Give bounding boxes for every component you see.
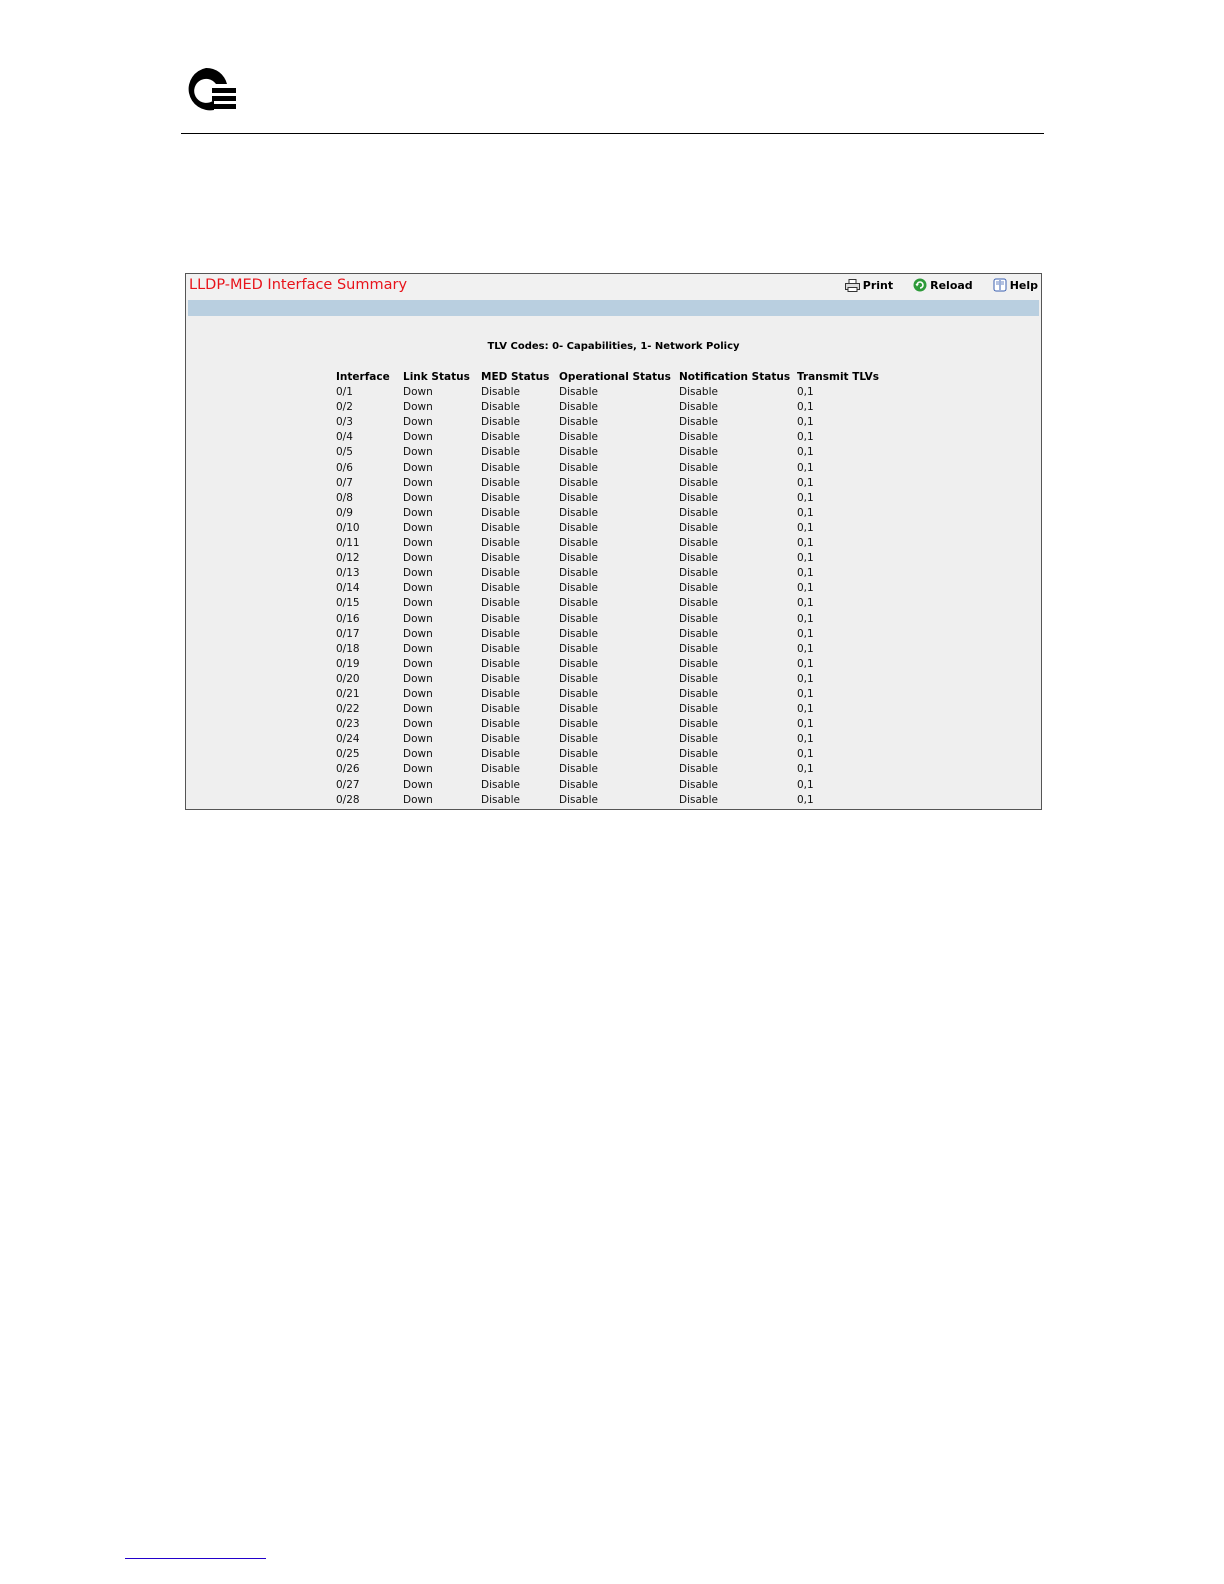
cell-operational-status: Disable — [559, 567, 598, 580]
cell-link-status: Down — [403, 657, 433, 670]
cell-notification-status: Disable — [679, 703, 718, 716]
cell-link-status: Down — [403, 552, 433, 565]
cell-med-status: Disable — [481, 627, 520, 640]
cell-med-status: Disable — [481, 763, 520, 776]
cell-operational-status: Disable — [559, 461, 598, 474]
cell-notification-status: Disable — [679, 748, 718, 761]
cell-transmit-tlvs: 0,1 — [797, 446, 814, 459]
print-label: Print — [862, 278, 894, 292]
table-header-row — [336, 370, 887, 385]
cell-notification-status: Disable — [679, 476, 718, 489]
cell-link-status: Down — [403, 476, 433, 489]
cell-transmit-tlvs: 0,1 — [797, 672, 814, 685]
cell-transmit-tlvs: 0,1 — [797, 506, 814, 519]
cell-operational-status: Disable — [559, 763, 598, 776]
cell-notification-status: Disable — [679, 793, 718, 806]
table-row — [336, 400, 887, 415]
cell-transmit-tlvs: 0,1 — [797, 642, 814, 655]
cell-operational-status: Disable — [559, 748, 598, 761]
table-row — [336, 506, 887, 521]
cell-operational-status: Disable — [559, 401, 598, 414]
cell-med-status: Disable — [481, 552, 520, 565]
interface-summary-table — [336, 370, 887, 808]
cell-transmit-tlvs: 0,1 — [797, 567, 814, 580]
cell-med-status: Disable — [481, 582, 520, 595]
cell-med-status: Disable — [481, 778, 520, 791]
table-row — [336, 566, 887, 581]
cell-link-status: Down — [403, 642, 433, 655]
cell-med-status: Disable — [481, 506, 520, 519]
cell-notification-status: Disable — [679, 657, 718, 670]
cell-transmit-tlvs: 0,1 — [797, 386, 814, 399]
cell-notification-status: Disable — [679, 612, 718, 625]
cell-transmit-tlvs: 0,1 — [797, 733, 814, 746]
cell-operational-status: Disable — [559, 733, 598, 746]
cell-med-status: Disable — [481, 386, 520, 399]
cell-operational-status: Disable — [559, 597, 598, 610]
cell-interface: 0/23 — [336, 718, 360, 731]
cell-notification-status: Disable — [679, 521, 718, 534]
header-rule — [181, 133, 1044, 134]
cell-operational-status: Disable — [559, 416, 598, 429]
reload-button[interactable] — [913, 278, 973, 292]
cell-link-status: Down — [403, 416, 433, 429]
cell-med-status: Disable — [481, 537, 520, 550]
table-row — [336, 627, 887, 642]
cell-interface: 0/4 — [336, 431, 353, 444]
cell-link-status: Down — [403, 748, 433, 761]
cell-notification-status: Disable — [679, 431, 718, 444]
cell-link-status: Down — [403, 718, 433, 731]
cell-link-status: Down — [403, 461, 433, 474]
col-notification-status: Notification Status — [679, 371, 791, 383]
cell-notification-status: Disable — [679, 597, 718, 610]
cell-notification-status: Disable — [679, 461, 718, 474]
table-row — [336, 687, 887, 702]
cell-med-status: Disable — [481, 476, 520, 489]
panel-header — [186, 274, 1041, 300]
table-row — [336, 762, 887, 777]
cell-link-status: Down — [403, 687, 433, 700]
help-book-icon — [993, 278, 1007, 292]
cell-link-status: Down — [403, 672, 433, 685]
cell-notification-status: Disable — [679, 778, 718, 791]
table-row — [336, 702, 887, 717]
cell-link-status: Down — [403, 703, 433, 716]
printer-icon — [845, 279, 860, 292]
toolbar — [825, 278, 1038, 292]
cell-link-status: Down — [403, 491, 433, 504]
cell-transmit-tlvs: 0,1 — [797, 748, 814, 761]
table-row — [336, 521, 887, 536]
col-link-status: Link Status — [403, 371, 470, 383]
cell-med-status: Disable — [481, 461, 520, 474]
table-row — [336, 612, 887, 627]
cell-notification-status: Disable — [679, 386, 718, 399]
cell-interface: 0/21 — [336, 687, 360, 700]
cell-operational-status: Disable — [559, 491, 598, 504]
cell-link-status: Down — [403, 506, 433, 519]
cell-operational-status: Disable — [559, 642, 598, 655]
cell-transmit-tlvs: 0,1 — [797, 582, 814, 595]
cell-notification-status: Disable — [679, 733, 718, 746]
table-row — [336, 793, 887, 808]
reload-label: Reload — [930, 278, 973, 292]
cell-notification-status: Disable — [679, 642, 718, 655]
cell-link-status: Down — [403, 597, 433, 610]
cell-notification-status: Disable — [679, 416, 718, 429]
cell-transmit-tlvs: 0,1 — [797, 612, 814, 625]
table-row — [336, 717, 887, 732]
cell-link-status: Down — [403, 793, 433, 806]
table-row — [336, 551, 887, 566]
cell-interface: 0/16 — [336, 612, 360, 625]
cell-med-status: Disable — [481, 642, 520, 655]
col-interface: Interface — [336, 371, 390, 383]
cell-notification-status: Disable — [679, 401, 718, 414]
cell-interface: 0/18 — [336, 642, 360, 655]
cell-med-status: Disable — [481, 703, 520, 716]
cell-operational-status: Disable — [559, 672, 598, 685]
cell-transmit-tlvs: 0,1 — [797, 718, 814, 731]
cell-notification-status: Disable — [679, 506, 718, 519]
cell-transmit-tlvs: 0,1 — [797, 537, 814, 550]
cell-interface: 0/2 — [336, 401, 353, 414]
cell-interface: 0/6 — [336, 461, 353, 474]
cell-interface: 0/3 — [336, 416, 353, 429]
cell-transmit-tlvs: 0,1 — [797, 657, 814, 670]
cell-notification-status: Disable — [679, 672, 718, 685]
cell-notification-status: Disable — [679, 687, 718, 700]
cell-interface: 0/15 — [336, 597, 360, 610]
cell-notification-status: Disable — [679, 491, 718, 504]
cell-interface: 0/19 — [336, 657, 360, 670]
cell-notification-status: Disable — [679, 537, 718, 550]
table-row — [336, 385, 887, 400]
cell-transmit-tlvs: 0,1 — [797, 491, 814, 504]
cell-link-status: Down — [403, 733, 433, 746]
cell-interface: 0/10 — [336, 521, 360, 534]
cell-operational-status: Disable — [559, 552, 598, 565]
cell-interface: 0/20 — [336, 672, 360, 685]
cell-operational-status: Disable — [559, 793, 598, 806]
cell-link-status: Down — [403, 763, 433, 776]
cell-link-status: Down — [403, 567, 433, 580]
col-transmit-tlvs: Transmit TLVs — [797, 371, 879, 383]
page-title: LLDP-MED Interface Summary — [189, 277, 408, 293]
table-row — [336, 445, 887, 460]
cell-med-status: Disable — [481, 748, 520, 761]
col-operational-status: Operational Status — [559, 371, 671, 383]
cell-transmit-tlvs: 0,1 — [797, 431, 814, 444]
cell-interface: 0/5 — [336, 446, 353, 459]
table-row — [336, 747, 887, 762]
cell-transmit-tlvs: 0,1 — [797, 687, 814, 700]
help-label: Help — [1009, 278, 1038, 292]
table-row — [336, 672, 887, 687]
table-row — [336, 657, 887, 672]
panel-section-bar — [188, 300, 1039, 316]
table-row — [336, 415, 887, 430]
cell-transmit-tlvs: 0,1 — [797, 763, 814, 776]
cell-link-status: Down — [403, 612, 433, 625]
cell-interface: 0/8 — [336, 491, 353, 504]
cell-transmit-tlvs: 0,1 — [797, 521, 814, 534]
cell-med-status: Disable — [481, 416, 520, 429]
cell-interface: 0/28 — [336, 793, 360, 806]
footer-link-underline[interactable] — [125, 1558, 266, 1559]
table-row — [336, 581, 887, 596]
cell-operational-status: Disable — [559, 627, 598, 640]
lldp-med-summary-panel — [185, 273, 1042, 810]
cell-link-status: Down — [403, 521, 433, 534]
cell-med-status: Disable — [481, 793, 520, 806]
cell-operational-status: Disable — [559, 537, 598, 550]
cell-interface: 0/9 — [336, 506, 353, 519]
cell-operational-status: Disable — [559, 703, 598, 716]
table-row — [336, 642, 887, 657]
cell-interface: 0/11 — [336, 537, 360, 550]
table-row — [336, 476, 887, 491]
cell-med-status: Disable — [481, 431, 520, 444]
cell-operational-status: Disable — [559, 657, 598, 670]
cell-interface: 0/27 — [336, 778, 360, 791]
cell-transmit-tlvs: 0,1 — [797, 778, 814, 791]
cell-operational-status: Disable — [559, 506, 598, 519]
cell-interface: 0/7 — [336, 476, 353, 489]
cell-transmit-tlvs: 0,1 — [797, 703, 814, 716]
cell-operational-status: Disable — [559, 687, 598, 700]
cell-med-status: Disable — [481, 401, 520, 414]
cell-operational-status: Disable — [559, 612, 598, 625]
cell-notification-status: Disable — [679, 567, 718, 580]
cell-interface: 0/1 — [336, 386, 353, 399]
cell-link-status: Down — [403, 537, 433, 550]
table-row — [336, 491, 887, 506]
cell-med-status: Disable — [481, 718, 520, 731]
cell-transmit-tlvs: 0,1 — [797, 461, 814, 474]
cell-med-status: Disable — [481, 657, 520, 670]
cell-med-status: Disable — [481, 733, 520, 746]
cell-transmit-tlvs: 0,1 — [797, 627, 814, 640]
cell-operational-status: Disable — [559, 582, 598, 595]
cell-link-status: Down — [403, 431, 433, 444]
cell-transmit-tlvs: 0,1 — [797, 793, 814, 806]
cell-notification-status: Disable — [679, 582, 718, 595]
tlv-codes-legend: TLV Codes: 0- Capabilities, 1- Network Policy — [487, 341, 740, 352]
cell-operational-status: Disable — [559, 446, 598, 459]
table-row — [336, 778, 887, 793]
cell-interface: 0/22 — [336, 703, 360, 716]
table-row — [336, 430, 887, 445]
cell-operational-status: Disable — [559, 718, 598, 731]
table-row — [336, 732, 887, 747]
cell-med-status: Disable — [481, 491, 520, 504]
cell-interface: 0/13 — [336, 567, 360, 580]
cell-notification-status: Disable — [679, 552, 718, 565]
cell-notification-status: Disable — [679, 763, 718, 776]
cell-interface: 0/17 — [336, 627, 360, 640]
cell-operational-status: Disable — [559, 778, 598, 791]
cell-transmit-tlvs: 0,1 — [797, 476, 814, 489]
cell-link-status: Down — [403, 582, 433, 595]
cell-med-status: Disable — [481, 672, 520, 685]
company-logo — [184, 66, 238, 114]
cell-interface: 0/12 — [336, 552, 360, 565]
cell-transmit-tlvs: 0,1 — [797, 597, 814, 610]
cell-med-status: Disable — [481, 446, 520, 459]
cell-transmit-tlvs: 0,1 — [797, 552, 814, 565]
cell-link-status: Down — [403, 386, 433, 399]
cell-med-status: Disable — [481, 521, 520, 534]
cell-link-status: Down — [403, 778, 433, 791]
cell-link-status: Down — [403, 627, 433, 640]
cell-interface: 0/24 — [336, 733, 360, 746]
table-row — [336, 536, 887, 551]
cell-notification-status: Disable — [679, 446, 718, 459]
cell-operational-status: Disable — [559, 476, 598, 489]
cell-link-status: Down — [403, 446, 433, 459]
cell-notification-status: Disable — [679, 718, 718, 731]
cell-med-status: Disable — [481, 687, 520, 700]
print-button[interactable] — [845, 278, 893, 292]
cell-transmit-tlvs: 0,1 — [797, 416, 814, 429]
cell-transmit-tlvs: 0,1 — [797, 401, 814, 414]
cell-med-status: Disable — [481, 567, 520, 580]
reload-icon — [913, 278, 927, 292]
cell-link-status: Down — [403, 401, 433, 414]
cell-interface: 0/26 — [336, 763, 360, 776]
cell-med-status: Disable — [481, 597, 520, 610]
cell-operational-status: Disable — [559, 386, 598, 399]
cell-interface: 0/25 — [336, 748, 360, 761]
table-row — [336, 596, 887, 611]
cell-med-status: Disable — [481, 612, 520, 625]
col-med-status: MED Status — [481, 371, 550, 383]
cell-notification-status: Disable — [679, 627, 718, 640]
table-row — [336, 461, 887, 476]
help-button[interactable] — [993, 278, 1038, 292]
cell-interface: 0/14 — [336, 582, 360, 595]
cell-operational-status: Disable — [559, 521, 598, 534]
cell-operational-status: Disable — [559, 431, 598, 444]
